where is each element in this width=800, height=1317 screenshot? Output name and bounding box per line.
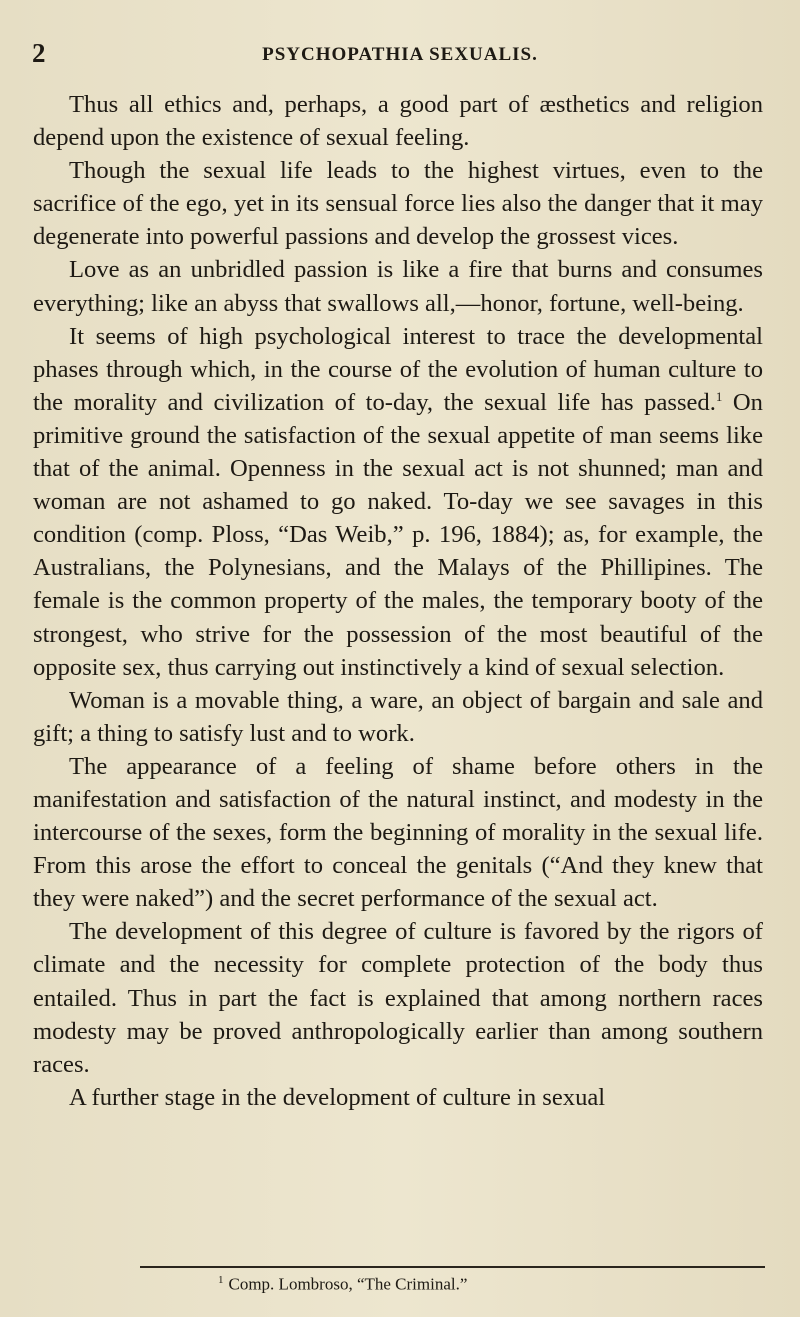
paragraph: Love as an unbridled passion is like a fire that burns and consumes everything; like an abyss that swallows all,—honor, fortune, well-being. [33, 256, 763, 317]
paragraph: Woman is a movable thing, a ware, an object of bargain and sale and gift; a thing to satisfy lust and to work. [33, 686, 763, 747]
body-text [33, 88, 763, 1114]
footnote-text: Comp. Lombroso, “The Criminal.” [228, 1274, 468, 1294]
paragraph-text: It seems of high psychological interest to trace the developmental phases through which, in the course of the evolution of human culture to the morality and civilization of to-day, the sexual life has passed. [33, 322, 763, 416]
paragraph: The development of this degree of culture is favored by the rigors of climate and the necessity for complete protection of the body thus entailed. Thus in part the fact is explained that among northern races modesty may be proved anthropologically earlier than among southern races. [33, 918, 763, 1078]
paragraph: Thus all ethics and, perhaps, a good part of æsthetics and religion depend upon the existence of sexual feeling. [33, 91, 763, 152]
footnote [218, 1274, 467, 1295]
running-head: PSYCHOPATHIA SEXUALIS. [262, 44, 538, 65]
paragraph: Though the sexual life leads to the highest virtues, even to the sacrifice of the ego, yet in its sensual force lies also the danger that it may degenerate into powerful passions and develop the grossest vices. [33, 157, 763, 251]
paragraph-text: On primitive ground the satisfaction of the sexual appetite of man seems like that of the animal. Openness in the sexual act is not shunned; man and woman are not ashamed to go naked. To-day we see savages in this condition (comp. Ploss, “Das Weib,” p. 196, 1884); as, for example, the Australians, the Polynesians, and the Malays of the Phillipines. The female is the common property of the males, the temporary booty of the strongest, who strive for the possession of the most beautiful of the opposite sex, thus carrying out instinctively a kind of sexual selection. [33, 388, 763, 681]
footnote-reference: 1 [715, 388, 723, 404]
paragraph: The appearance of a feeling of shame before others in the manifestation and satisfaction of the natural instinct, and modesty in the intercourse of the sexes, form the beginning of morality in the sexual life. From this arose the effort to conceal the genitals (“And they knew that they were naked”) and the secret performance of the sexual act. [33, 752, 763, 913]
page-header [0, 38, 800, 78]
paragraph [33, 320, 763, 684]
page-number: 2 [32, 38, 46, 68]
footnote-mark: 1 [218, 1274, 224, 1286]
paragraph: A further stage in the development of culture in sexual [69, 1083, 606, 1111]
footnote-rule [140, 1266, 765, 1268]
